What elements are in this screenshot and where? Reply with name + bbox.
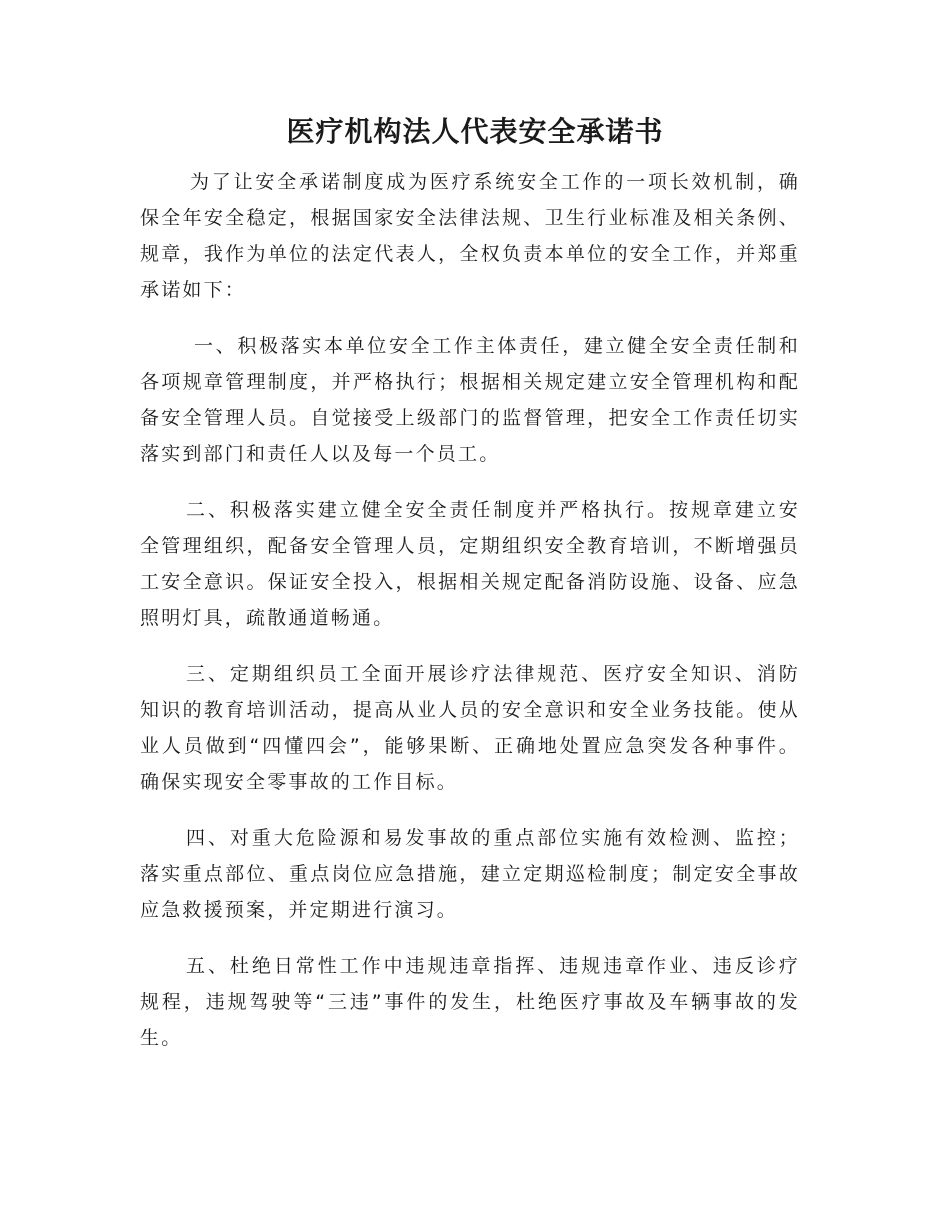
commitment-paragraph-1: 一、积极落实本单位安全工作主体责任，建立健全安全责任制和各项规章管理制度，并严格执行；根据相关规定建立安全管理机构和配备安全管理人员。自觉接受上级部门的监督管理，把安全工作责任切实落实到部门和责任人以及每一个员工。 bbox=[140, 335, 800, 465]
commitment-paragraph-4: 四、对重大危险源和易发事故的重点部位实施有效检测、监控；落实重点部位、重点岗位应急措施，建立定期巡检制度；制定安全事故应急救援预案，并定期进行演习。 bbox=[140, 827, 800, 921]
intro-paragraph: 为了让安全承诺制度成为医疗系统安全工作的一项长效机制，确保全年安全稳定，根据国家安全法律法规、卫生行业标准及相关条例、规章，我作为单位的法定代表人，全权负责本单位的安全工作，并郑重承诺如下： bbox=[140, 171, 800, 301]
document-title: 医疗机构法人代表安全承诺书 bbox=[286, 115, 664, 148]
commitment-paragraph-3: 三、定期组织员工全面开展诊疗法律规范、医疗安全知识、消防知识的教育培训活动，提高从业人员的安全意识和安全业务技能。使从业人员做到“四懂四会”，能够果断、正确地处置应急突发各种事件。确保实现安全零事故的工作目标。 bbox=[140, 663, 800, 793]
commitment-paragraph-5: 五、杜绝日常性工作中违规违章指挥、违规违章作业、违反诊疗规程，违规驾驶等“三违”事件的发生，杜绝医疗事故及车辆事故的发生。 bbox=[140, 955, 800, 1049]
document-body bbox=[140, 164, 800, 1076]
commitment-paragraph-2: 二、积极落实建立健全安全责任制度并严格执行。按规章建立安全管理组织，配备安全管理人员，定期组织安全教育培训，不断增强员工安全意识。保证安全投入，根据相关规定配备消防设施、设备、应急照明灯具，疏散通道畅通。 bbox=[140, 499, 800, 629]
